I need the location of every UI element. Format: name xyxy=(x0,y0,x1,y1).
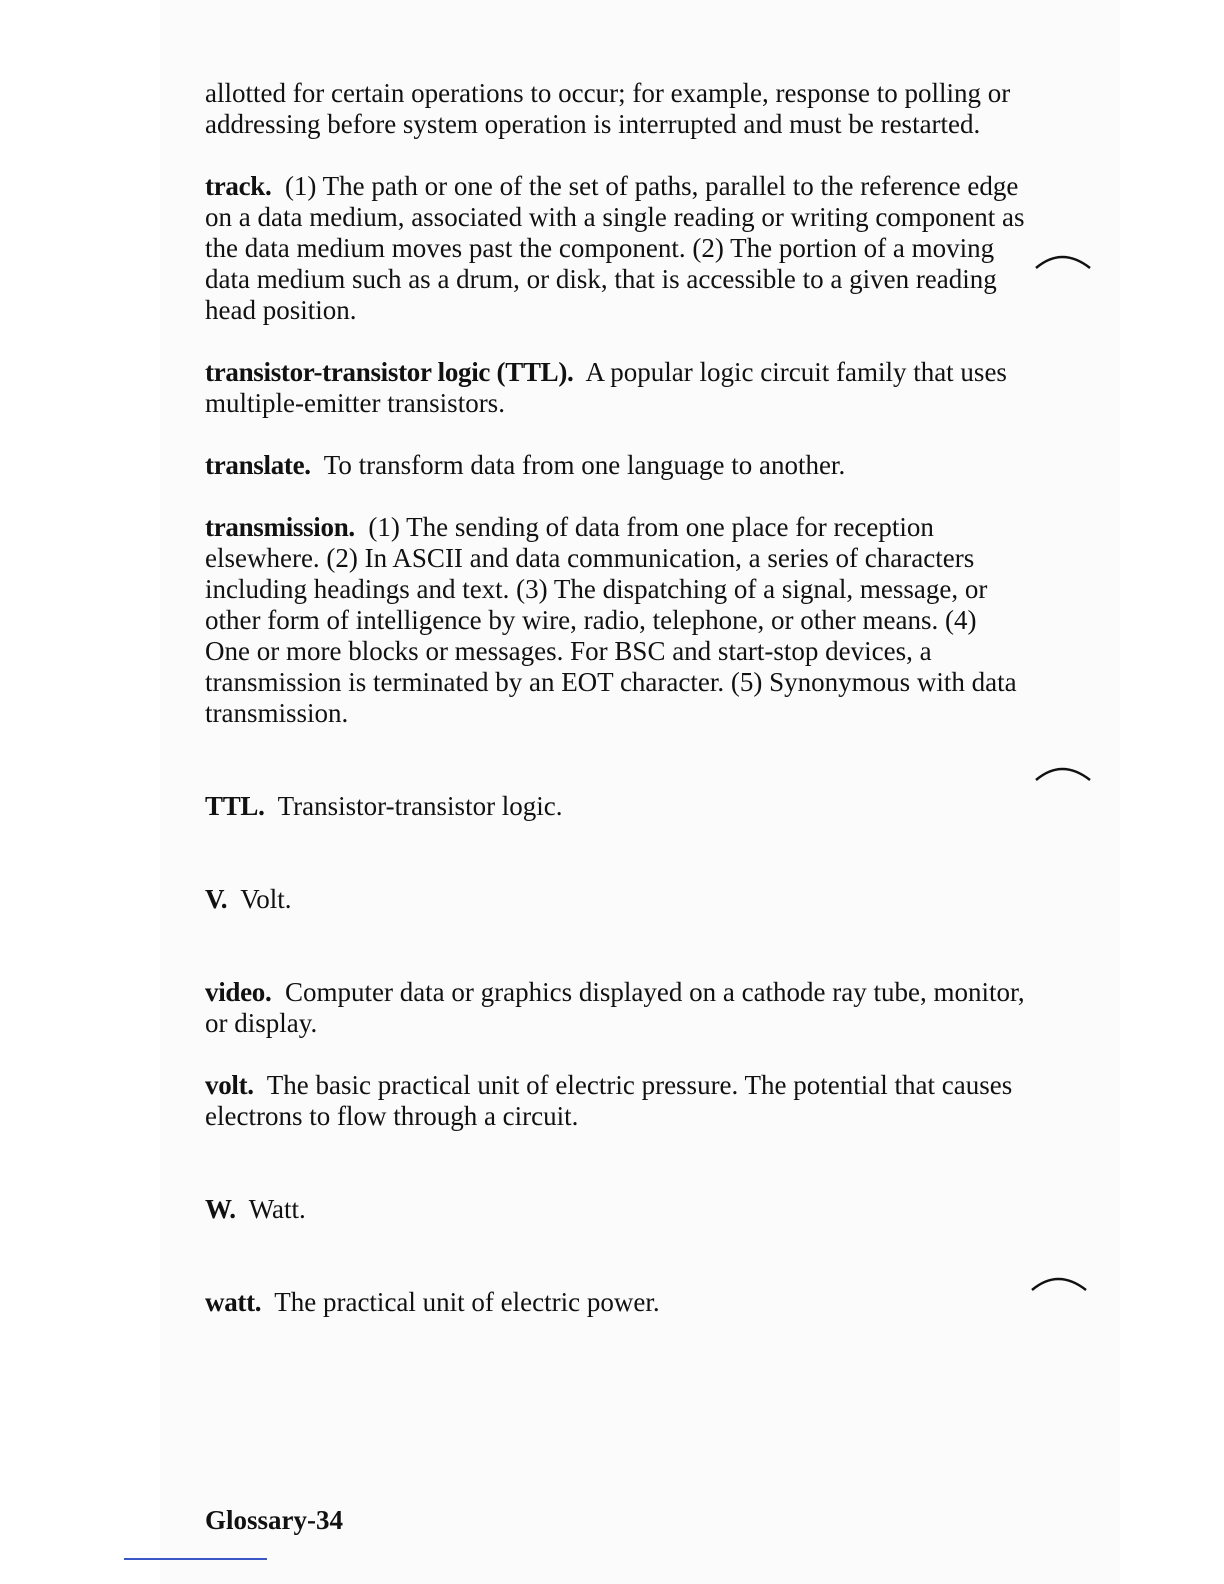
entry-definition: (1) The path or one of the set of paths, parallel to the reference edge on a data medium, associated with a single reading or writing component as the data medium moves past the component. (2) The portion of a moving data medium such as a drum, or disk, that is accessible to a given reading head position. xyxy=(205,171,1025,325)
glossary-entry-transmission xyxy=(205,512,1025,729)
entry-term: track. xyxy=(205,171,272,201)
binder-tab-mark-icon xyxy=(1034,248,1094,272)
entry-term: W. xyxy=(205,1194,236,1224)
binder-tab-mark-icon xyxy=(1034,760,1094,784)
entry-term: V. xyxy=(205,884,228,914)
binder-tab-mark-icon xyxy=(1030,1270,1090,1294)
page-number: Glossary-34 xyxy=(205,1505,343,1535)
intro-continuation xyxy=(205,78,1025,140)
intro-text: allotted for certain operations to occur; for example, response to polling or addressing before system operation is interrupted and must be restarted. xyxy=(205,78,1011,139)
glossary-content xyxy=(205,78,1025,1349)
glossary-entry-ttl xyxy=(205,791,1025,822)
entry-term: video. xyxy=(205,977,272,1007)
glossary-entry-w xyxy=(205,1194,1025,1225)
entry-definition: To transform data from one language to another. xyxy=(323,450,846,480)
entry-definition: Watt. xyxy=(248,1194,306,1224)
glossary-entry-volt xyxy=(205,1070,1025,1132)
entry-definition: (1) The sending of data from one place for reception elsewhere. (2) In ASCII and data communication, a series of characters including headings and text. (3) The dispatching of a signal, message, or other form of intelligence by wire, radio, telephone, or other means. (4) One or more blocks or messages. For BSC and start-stop devices, a transmission is terminated by an EOT character. (5) Synonymous with data transmission. xyxy=(205,512,1017,728)
entry-definition: The practical unit of electric power. xyxy=(274,1287,660,1317)
entry-term: transistor-transistor logic (TTL). xyxy=(205,357,574,387)
entry-definition: Volt. xyxy=(240,884,292,914)
glossary-entry-ttl-full xyxy=(205,357,1025,419)
glossary-entry-track xyxy=(205,171,1025,326)
entry-definition: The basic practical unit of electric pressure. The potential that causes electrons to flow through a circuit. xyxy=(205,1070,1013,1131)
entry-term: volt. xyxy=(205,1070,254,1100)
entry-definition: Transistor-transistor logic. xyxy=(277,791,563,821)
glossary-entry-watt xyxy=(205,1287,1025,1318)
bottom-edge-rule xyxy=(124,1558,267,1560)
entry-term: translate. xyxy=(205,450,311,480)
glossary-entry-v xyxy=(205,884,1025,915)
entry-definition: Computer data or graphics displayed on a cathode ray tube, monitor, or display. xyxy=(205,977,1025,1038)
entry-term: watt. xyxy=(205,1287,262,1317)
glossary-entry-translate xyxy=(205,450,1025,481)
entry-term: transmission. xyxy=(205,512,355,542)
entry-definition: A popular logic circuit family that uses multiple-emitter transistors. xyxy=(205,357,1007,418)
entry-term: TTL. xyxy=(205,791,265,821)
glossary-entry-video xyxy=(205,977,1025,1039)
